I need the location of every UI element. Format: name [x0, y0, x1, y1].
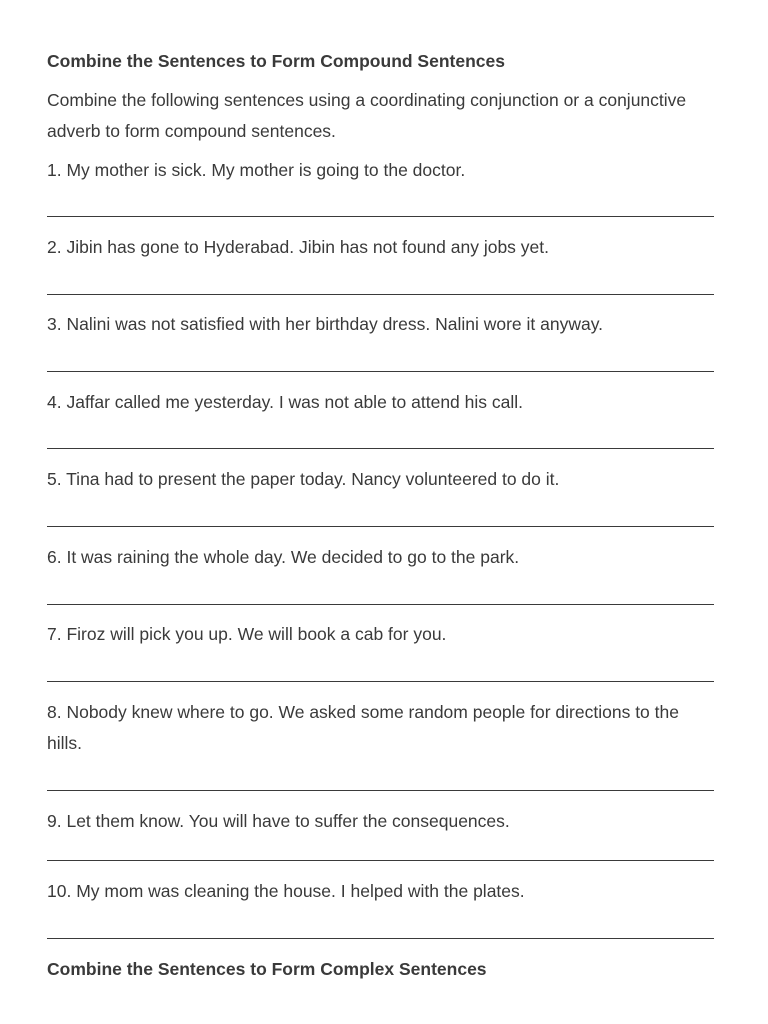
answer-line-4[interactable]: [47, 448, 714, 449]
question-4: 4. Jaffar called me yesterday. I was not able to attend his call.: [47, 392, 523, 412]
question-10: 10. My mom was cleaning the house. I helped with the plates.: [47, 881, 525, 901]
question-6: 6. It was raining the whole day. We decided to go to the park.: [47, 547, 520, 567]
question-3: 3. Nalini was not satisfied with her birthday dress. Nalini wore it anyway.: [47, 314, 604, 334]
answer-line-3[interactable]: [47, 371, 714, 372]
answer-line-6[interactable]: [47, 604, 714, 605]
question-9: 9. Let them know. You will have to suffer the consequences.: [47, 811, 510, 831]
instructions: Combine the following sentences using a coordinating conjunction or a conjunctive adverb to form compound sentences.: [47, 90, 687, 141]
section-title-compound: Combine the Sentences to Form Compound Sentences: [47, 51, 505, 71]
answer-line-5[interactable]: [47, 526, 714, 527]
section-title-complex: Combine the Sentences to Form Complex Sentences: [47, 959, 487, 979]
question-5: 5. Tina had to present the paper today. Nancy volunteered to do it.: [47, 469, 560, 489]
answer-line-9[interactable]: [47, 860, 714, 861]
answer-line-8[interactable]: [47, 790, 714, 791]
answer-line-2[interactable]: [47, 294, 714, 295]
question-1: 1. My mother is sick. My mother is going to the doctor.: [47, 160, 466, 180]
question-7: 7. Firoz will pick you up. We will book a cab for you.: [47, 624, 447, 644]
answer-line-1[interactable]: [47, 216, 714, 217]
answer-line-7[interactable]: [47, 681, 714, 682]
question-2: 2. Jibin has gone to Hyderabad. Jibin has not found any jobs yet.: [47, 237, 549, 257]
question-8: 8. Nobody knew where to go. We asked some random people for directions to the hills.: [47, 702, 679, 753]
answer-line-10[interactable]: [47, 938, 714, 939]
